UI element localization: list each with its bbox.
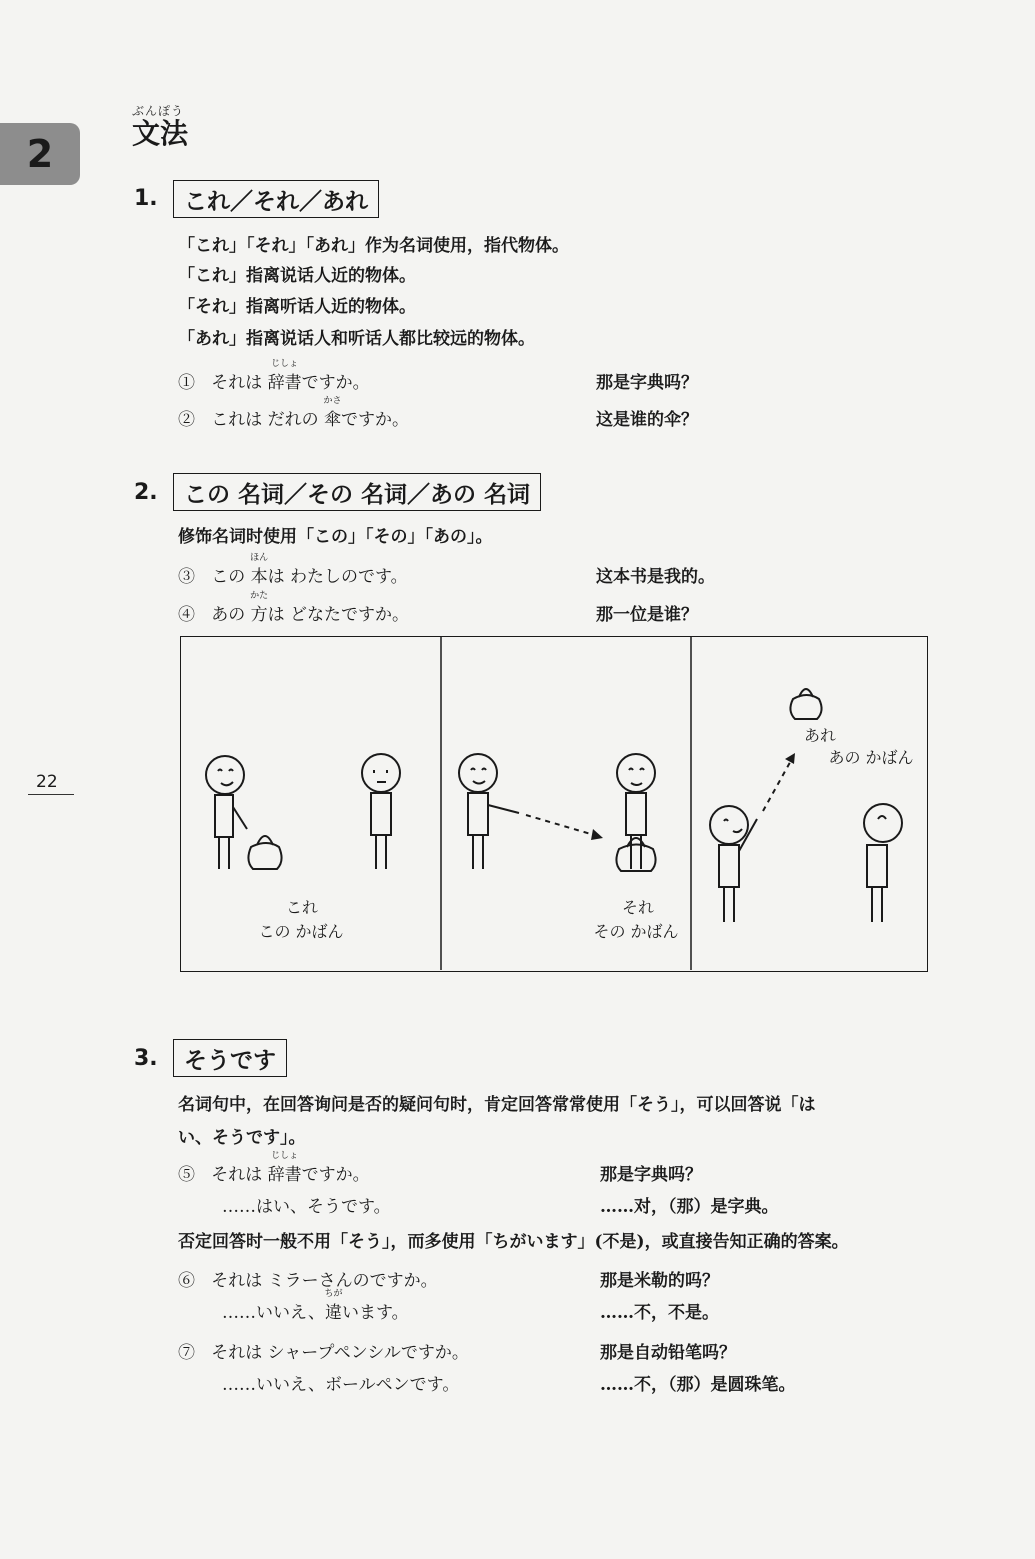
ruby-word [267, 1151, 302, 1185]
section-title [132, 104, 188, 150]
pointing-arrow [526, 815, 601, 837]
point-2-number: 2. [134, 480, 158, 505]
example-1 [178, 359, 370, 393]
pointing-arrow [763, 757, 793, 811]
point-3-explanation: 名词句中，在回答询问是否的疑问句时，肯定回答常常使用「そう」，可以回答说「は [178, 1095, 816, 1115]
example-1-translation: 那是字典吗？ [596, 373, 698, 393]
panel-2-word: それ [621, 898, 654, 917]
ruby-text: ちが [324, 1289, 343, 1299]
example-mark: ③ [178, 567, 195, 587]
bag-icon [248, 836, 281, 869]
point-3-explanation: い、そうです」。 [178, 1128, 306, 1148]
example-4 [178, 591, 410, 625]
example-text: は どなたですか。 [267, 605, 410, 625]
example-7-translation: 那是自动铅笔吗？ [600, 1343, 736, 1363]
ruby-word [324, 1289, 343, 1323]
point-1-explanation: 「これ」「それ」「あれ」作为名词使用，指代物体。 [178, 236, 569, 256]
example-text: あの [211, 605, 251, 625]
example-mark: ② [178, 410, 195, 430]
point-1-explanation: 「あれ」指离说话人和听话人都比较远的物体。 [178, 329, 535, 349]
example-2 [178, 396, 410, 430]
point-1-title: これ／それ／あれ [173, 180, 379, 218]
ruby-base: 違 [325, 1303, 343, 1323]
arrow-head [785, 753, 795, 764]
point-3-title: そうです [173, 1039, 287, 1077]
page-number: 22 [36, 772, 58, 792]
point-1-explanation: 「これ」指离说话人近的物体。 [178, 266, 416, 286]
example-7-answer: ……いいえ、ボールペンです。 [222, 1375, 460, 1395]
example-text: それは [211, 1165, 268, 1185]
panel-3-word: あれ [803, 726, 836, 745]
example-mark: ⑦ [178, 1343, 195, 1363]
ruby-word [323, 396, 342, 430]
example-text: ですか。 [301, 373, 370, 393]
listener-figure [864, 804, 902, 922]
example-7-answer-translation: ……不，（那）是圆珠笔。 [600, 1375, 796, 1395]
speaker-figure [710, 806, 757, 922]
example-text: ですか。 [301, 1165, 370, 1185]
example-mark: ④ [178, 605, 195, 625]
speaker-figure [459, 754, 519, 869]
example-3 [178, 553, 408, 587]
example-7 [178, 1338, 469, 1363]
example-3-translation: 这本书是我的。 [596, 567, 715, 587]
panel-1-word: これ [285, 898, 318, 917]
example-text: ですか。 [341, 410, 410, 430]
point-3-number: 3. [134, 1046, 158, 1071]
point-1-explanation: 「それ」指离听话人近的物体。 [178, 297, 416, 317]
panel-3-phrase: あの かばん [828, 748, 914, 767]
example-mark: ① [178, 373, 195, 393]
ruby-word [250, 553, 269, 587]
example-text: それは [211, 373, 268, 393]
example-text: この [211, 567, 251, 587]
ruby-base: 方 [250, 605, 268, 625]
ruby-base: 辞書 [267, 1165, 302, 1185]
negative-answer-note: 否定回答时一般不用「そう」，而多使用「ちがいます」(不是)，或直接告知正确的答案。 [178, 1232, 849, 1252]
point-1-number: 1. [134, 186, 158, 211]
panel-2-phrase: その かばん [593, 922, 679, 941]
listener-figure [617, 754, 655, 869]
example-5-answer: ……はい、そうです。 [222, 1197, 391, 1217]
point-2-explanation: 修饰名词时使用「この」「その」「あの」。 [178, 527, 493, 547]
example-text: います。 [342, 1303, 409, 1323]
ruby-text: かさ [323, 396, 342, 406]
example-text: これは だれの [211, 410, 325, 430]
point-2-title: この 名词／その 名词／あの 名词 [173, 473, 541, 511]
page-number-rule [28, 794, 74, 795]
illustration-figure [180, 636, 928, 972]
ruby-base: 辞書 [267, 373, 302, 393]
example-2-translation: 这是谁的伞？ [596, 410, 698, 430]
ruby-text: かた [250, 591, 269, 601]
ruby-base: 本 [250, 567, 268, 587]
example-5-answer-translation: ……对，（那）是字典。 [600, 1197, 779, 1217]
example-6-answer [222, 1289, 409, 1323]
example-5-translation: 那是字典吗？ [600, 1165, 702, 1185]
ruby-text: ほん [250, 553, 269, 563]
ruby-word [250, 591, 269, 625]
ruby-text: じしょ [271, 359, 299, 369]
speaker-figure [206, 756, 247, 869]
example-6 [178, 1266, 438, 1291]
section-furigana: ぶんぽう [132, 104, 185, 118]
arrow-head [591, 829, 603, 840]
example-text: は わたしのです。 [267, 567, 408, 587]
example-6-answer-translation: ……不，不是。 [600, 1303, 719, 1323]
ruby-base: 傘 [324, 410, 342, 430]
example-text: ……いいえ、 [222, 1303, 326, 1323]
example-text: それは シャープペンシルですか。 [211, 1343, 469, 1363]
bag-icon [616, 838, 655, 871]
panel-1-phrase: この かばん [258, 922, 344, 941]
section-heading: 文法 [132, 117, 189, 150]
chapter-tab: 2 [0, 123, 80, 185]
ruby-word [267, 359, 302, 393]
bag-icon [790, 689, 821, 719]
example-4-translation: 那一位是谁？ [596, 605, 698, 625]
example-5 [178, 1151, 370, 1185]
ruby-text: じしょ [271, 1151, 299, 1161]
example-6-translation: 那是米勒的吗？ [600, 1271, 719, 1291]
example-mark: ⑥ [178, 1271, 195, 1291]
example-text: それは ミラーさんのですか。 [211, 1271, 438, 1291]
example-mark: ⑤ [178, 1165, 195, 1185]
listener-figure [362, 754, 400, 869]
